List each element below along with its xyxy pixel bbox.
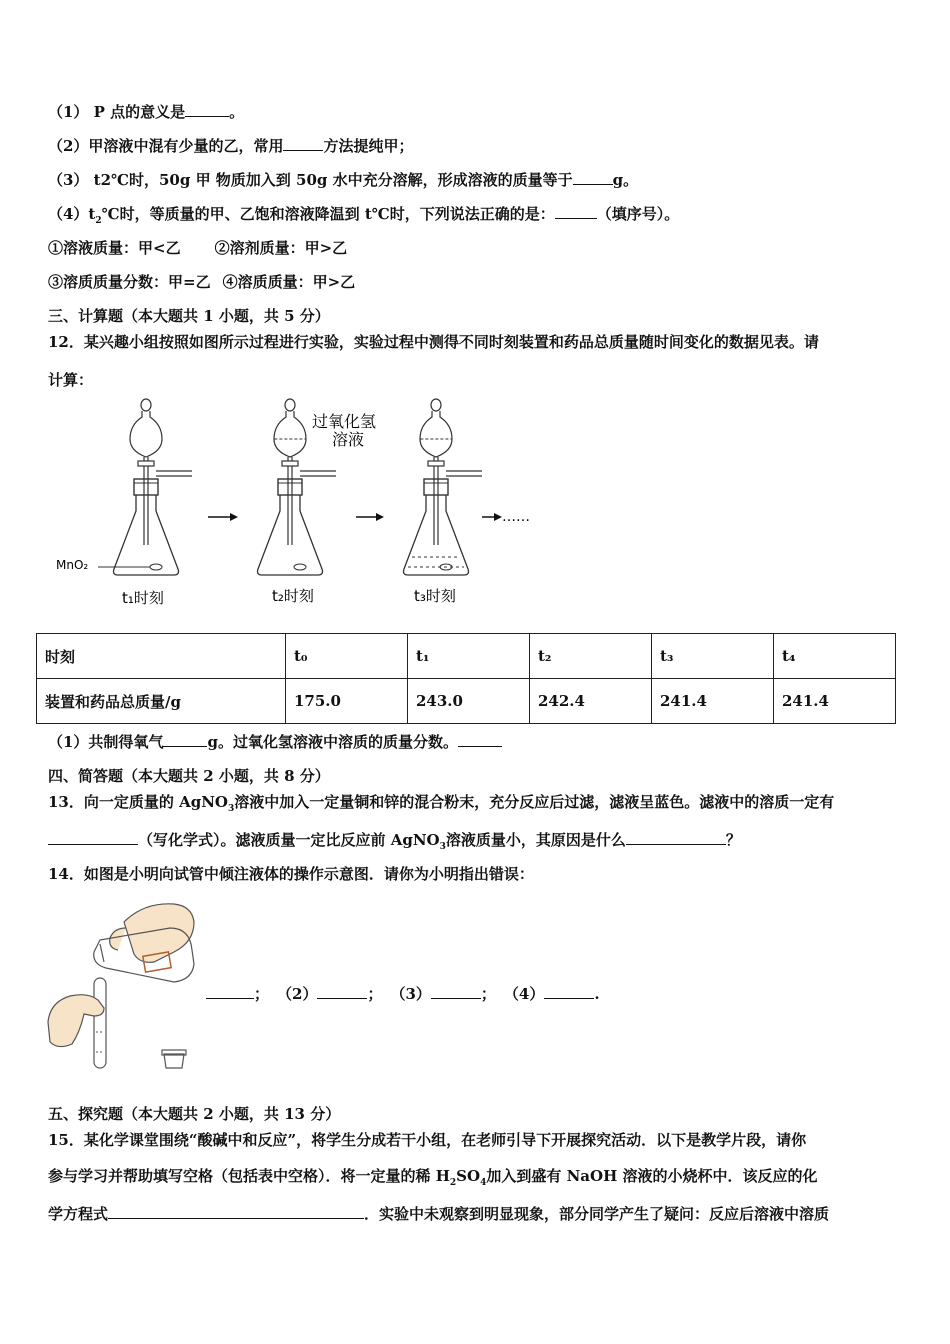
q11-part3 [48, 170, 638, 190]
q15-text3: 加入到盛有 NaOH 溶液的小烧杯中．该反应的化 [486, 1167, 818, 1185]
q15-text4: 学方程式 [48, 1205, 109, 1223]
option-4: ④溶质质量：甲>乙 [222, 273, 356, 291]
q15-line3 [48, 1204, 829, 1224]
t1-label: t₁时刻 [122, 589, 164, 607]
q13-end: ？ [725, 831, 741, 849]
subscript: 2 [449, 1178, 457, 1188]
answer-blank[interactable] [317, 984, 367, 999]
answer-blank[interactable] [431, 984, 481, 999]
q12-text-line2: 计算： [48, 371, 94, 389]
pouring-illustration [44, 892, 204, 1082]
h2o2-label-1: 过氧化氢 [312, 412, 377, 431]
subscript: 4 [480, 1178, 487, 1188]
table-cell: 241.4 [774, 679, 896, 724]
q12-answer-text: （1）共制得氧气 [48, 733, 164, 751]
subscript: 2 [95, 216, 102, 226]
section-4-heading: 四、简答题（本大题共 2 小题，共 8 分） [48, 767, 330, 785]
q15-text5: ．实验中未观察到明显现象，部分同学产生了疑问：反应后溶液中溶质 [364, 1205, 830, 1223]
q11-part2-text: （2）甲溶液中混有少量的乙，常用 [48, 137, 284, 155]
q11-part2 [48, 136, 413, 156]
q11-part1-end: 。 [229, 103, 245, 121]
q11-options-row2 [48, 272, 355, 292]
q14-answer-line [206, 984, 600, 1004]
q11-options-row1 [48, 238, 347, 258]
answer-blank[interactable] [283, 136, 323, 151]
q11-part3-text: （3） t2℃时，50g 甲 物质加入到 50g 水中充分溶解，形成溶液的质量等于 [48, 171, 573, 189]
answer-blank[interactable] [626, 830, 726, 845]
period: . [594, 985, 600, 1003]
q11-part1-text: （1） P 点的意义是 [48, 103, 186, 121]
mass-table [36, 633, 896, 724]
table-cell: 装置和药品总质量/g [37, 679, 286, 724]
q11-part1 [48, 102, 244, 122]
option-1: ①溶液质量：甲<乙 [48, 239, 181, 257]
table-cell: 175.0 [286, 679, 408, 724]
table-cell: 241.4 [652, 679, 774, 724]
answer-blank[interactable] [555, 204, 597, 219]
answer-blank[interactable] [458, 732, 502, 747]
answer-blank[interactable] [544, 984, 594, 999]
table-cell: t₃ [652, 634, 774, 679]
part-4-label: （4） [503, 985, 545, 1003]
table-cell: 时刻 [37, 634, 286, 679]
q13-line1 [48, 792, 834, 819]
q15-text2: SO [456, 1167, 481, 1185]
table-cell: t₁ [408, 634, 530, 679]
answer-blank[interactable] [185, 102, 229, 117]
t3-label: t₃时刻 [414, 587, 456, 605]
q15-line1: 15．某化学课堂围绕“酸碱中和反应”，将学生分成若干小组，在老师引导下开展探究活动．以下是教学片段，请你 [48, 1131, 807, 1149]
section-5-heading: 五、探究题（本大题共 2 小题，共 13 分） [48, 1105, 341, 1123]
answer-blank[interactable] [206, 984, 254, 999]
answer-blank[interactable] [573, 170, 613, 185]
q13-text4: 溶液质量小，其原因是什么 [445, 831, 626, 849]
table-row [37, 679, 896, 724]
table-row-header [37, 634, 896, 679]
separator: ； [254, 985, 270, 1003]
separator: ； [367, 985, 383, 1003]
q12-answer-text2: g。过氧化氢溶液中溶质的质量分数。 [207, 733, 458, 751]
ellipsis-label: …… [502, 509, 530, 525]
q11-part3-end: g。 [612, 171, 639, 189]
subscript: 3 [439, 842, 446, 852]
q11-part2-end: 方法提纯甲； [323, 137, 414, 155]
q13-line2 [48, 830, 741, 857]
table-cell: 243.0 [408, 679, 530, 724]
q15-line2 [48, 1166, 817, 1193]
answer-blank[interactable] [48, 830, 138, 845]
part-2-label: （2） [277, 985, 318, 1003]
option-3: ③溶质质量分数：甲=乙 [48, 273, 211, 291]
q11-part4 [48, 204, 679, 231]
option-2: ②溶剂质量：甲>乙 [214, 239, 348, 257]
q11-part4-text2: ℃时，等质量的甲、乙饱和溶液降温到 t℃时，下列说法正确的是： [101, 205, 555, 223]
table-cell: t₂ [530, 634, 652, 679]
q13-text3: （写化学式）。滤液质量一定比反应前 AgNO [138, 831, 440, 849]
table-cell: t₄ [774, 634, 896, 679]
h2o2-label-2: 溶液 [332, 430, 365, 449]
answer-blank[interactable] [108, 1204, 364, 1219]
q11-part4-end: （填序号）。 [596, 205, 680, 223]
q12-answer-line [48, 732, 502, 752]
q13-text: 13．向一定质量的 AgNO [48, 793, 229, 811]
q12-text-line1: 12．某兴趣小组按照如图所示过程进行实验，实验过程中测得不同时刻装置和药品总质量随时间变化的数据见表。请 [48, 333, 819, 351]
t2-label: t₂时刻 [272, 587, 314, 605]
q11-part4-text: （4）t [48, 205, 96, 223]
section-3-heading: 三、计算题（本大题共 1 小题，共 5 分） [48, 307, 330, 325]
separator: ； [480, 985, 496, 1003]
q13-text2: 溶液中加入一定量铜和锌的混合粉末，充分反应后过滤，滤液呈蓝色。滤液中的溶质一定有 [234, 793, 835, 811]
part-3-label: （3） [390, 985, 431, 1003]
apparatus-figure [40, 395, 560, 615]
table-cell: 242.4 [530, 679, 652, 724]
mno2-label: MnO₂ [56, 558, 89, 572]
answer-blank[interactable] [163, 732, 207, 747]
table-cell: t₀ [286, 634, 408, 679]
subscript: 3 [228, 804, 235, 814]
q15-text: 参与学习并帮助填写空格（包括表中空格）．将一定量的稀 H [48, 1167, 450, 1185]
q14-text: 14．如图是小明向试管中倾注液体的操作示意图．请你为小明指出错误： [48, 865, 534, 883]
